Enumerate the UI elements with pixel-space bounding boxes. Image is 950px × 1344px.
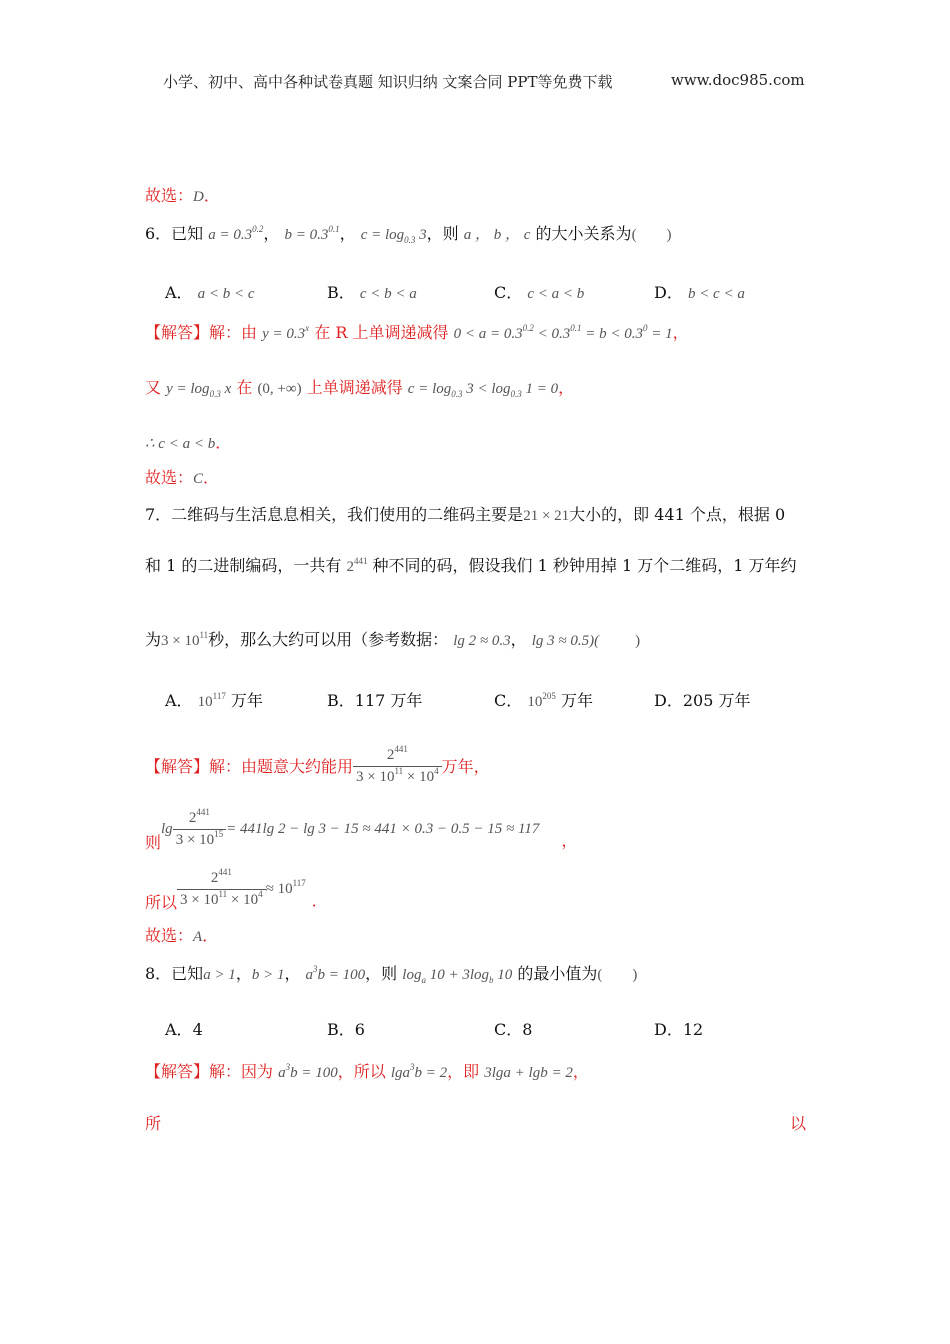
- q7-stem-line2: 和 1 的二进制编码，一共有 $2^{441}$ 种不同的码，假设我们 1 秒钟用掉 1 万个二维码，1 万年约: [145, 556, 797, 575]
- q6-option-c[interactable]: C． c < a < b: [494, 283, 585, 302]
- q7-option-a[interactable]: A． $10^{117}$ 万年: [165, 691, 263, 710]
- q7-fraction-1: $\frac{2^{441}}{3 \times 10^{11} \times 10^4}$: [353, 745, 442, 788]
- q7-solution-line1: 【解答】解：由题意大约能用 $\frac{2^{441}}{3 \times 10^{11} \times 10^4}$ 万年，: [145, 745, 490, 788]
- q8-solution-line1: 【解答】解：因为 $a^3b = 100$，所以 lga$^3$b = 2，即 3lga + lgb = 2，: [145, 1062, 589, 1081]
- q7-fraction-2: $\frac{2^{441}}{3 \times 10^{15}}$: [173, 808, 226, 851]
- q7-option-b[interactable]: B．117 万年: [327, 691, 423, 710]
- q8-solution-line2-right: 以: [790, 1114, 807, 1133]
- q7-fraction-3: $\frac{2^{441}}{3 \times 10^{11} \times 10^4}$: [177, 868, 266, 911]
- q6-solution-line3: ∴ c < a < b．: [145, 433, 232, 452]
- q6-c-def: $c = \log_{0.3} 3$: [360, 227, 427, 245]
- q6-b-def: $b = 0.3^{0.1}$: [284, 224, 340, 243]
- q8-option-c[interactable]: C．8: [494, 1020, 533, 1039]
- q8-option-b[interactable]: B．6: [327, 1020, 365, 1039]
- header-site[interactable]: www.doc985.com: [671, 71, 805, 89]
- q7-stem-line1: 7．二维码与生活息息相关，我们使用的二维码主要是21 × 21大小的，即 441 个点，根据 0: [145, 505, 786, 524]
- q7-answer: 故选：A．: [145, 926, 219, 945]
- q8-stem: 8．已知a > 1，b > 1， $a^3b = 100$，则 $\log_a 10 + 3\log_b$ 10 的最小值为( ): [145, 964, 638, 985]
- q6-option-a[interactable]: A． a < b < c: [165, 283, 255, 302]
- q7-option-d[interactable]: D．205 万年: [654, 691, 751, 710]
- q6-a-def: $a = 0.3^{0.2}$: [208, 224, 264, 243]
- q6-option-b[interactable]: B． c < b < a: [327, 283, 417, 302]
- q6-solution-line2: 又 $y = \log_{0.3} x$ 在 (0, +∞) 上单调递减得 $c = \log_{0.3} 3 < \log_{0.3} 1 = 0$，: [145, 378, 575, 399]
- q6-option-d[interactable]: D． b < c < a: [654, 283, 745, 302]
- q7-solution-line3: 所以 $\frac{2^{441}}{3 \times 10^{11} \times 10^4}$ ≈ $10^{117}$．: [145, 866, 328, 912]
- q6-solution-line1: 【解答】解：由 $y = 0.3^x$ 在 R 上单调递减得 $0 < a = 0.3^{0.2} < 0.3^{0.1} = b < 0.3^0 = 1$，: [145, 323, 689, 342]
- q7-stem-line3: 为$3 \times 10^{11}$秒，那么大约可以用（参考数据： lg 2 ≈ 0.3， lg 3 ≈ 0.5)( ): [145, 630, 641, 649]
- header-text: 小学、初中、高中各种试卷真题 知识归纳 文案合同 PPT等免费下载: [163, 73, 613, 91]
- q7-option-c[interactable]: C． $10^{205}$ 万年: [494, 691, 593, 710]
- q6-stem: 6．已知 $a = 0.3^{0.2}$， $b = 0.3^{0.1}$， $c = \log_{0.3} 3$，则 a ， b ， c 的大小关系为( ): [145, 224, 672, 245]
- q5-answer: 故选：D．: [145, 186, 220, 205]
- q8-option-d[interactable]: D．12: [654, 1020, 704, 1039]
- q7-solution-line2: 则lg $\frac{2^{441}}{3 \times 10^{15}}$ = 441lg 2 − lg 3 − 15 ≈ 441 × 0.3 − 0.5 − 15 ≈ 117，: [145, 806, 578, 852]
- q6-answer: 故选：C．: [145, 468, 220, 487]
- q8-solution-line2-left: 所: [145, 1114, 162, 1133]
- q8-option-a[interactable]: A．4: [165, 1020, 203, 1039]
